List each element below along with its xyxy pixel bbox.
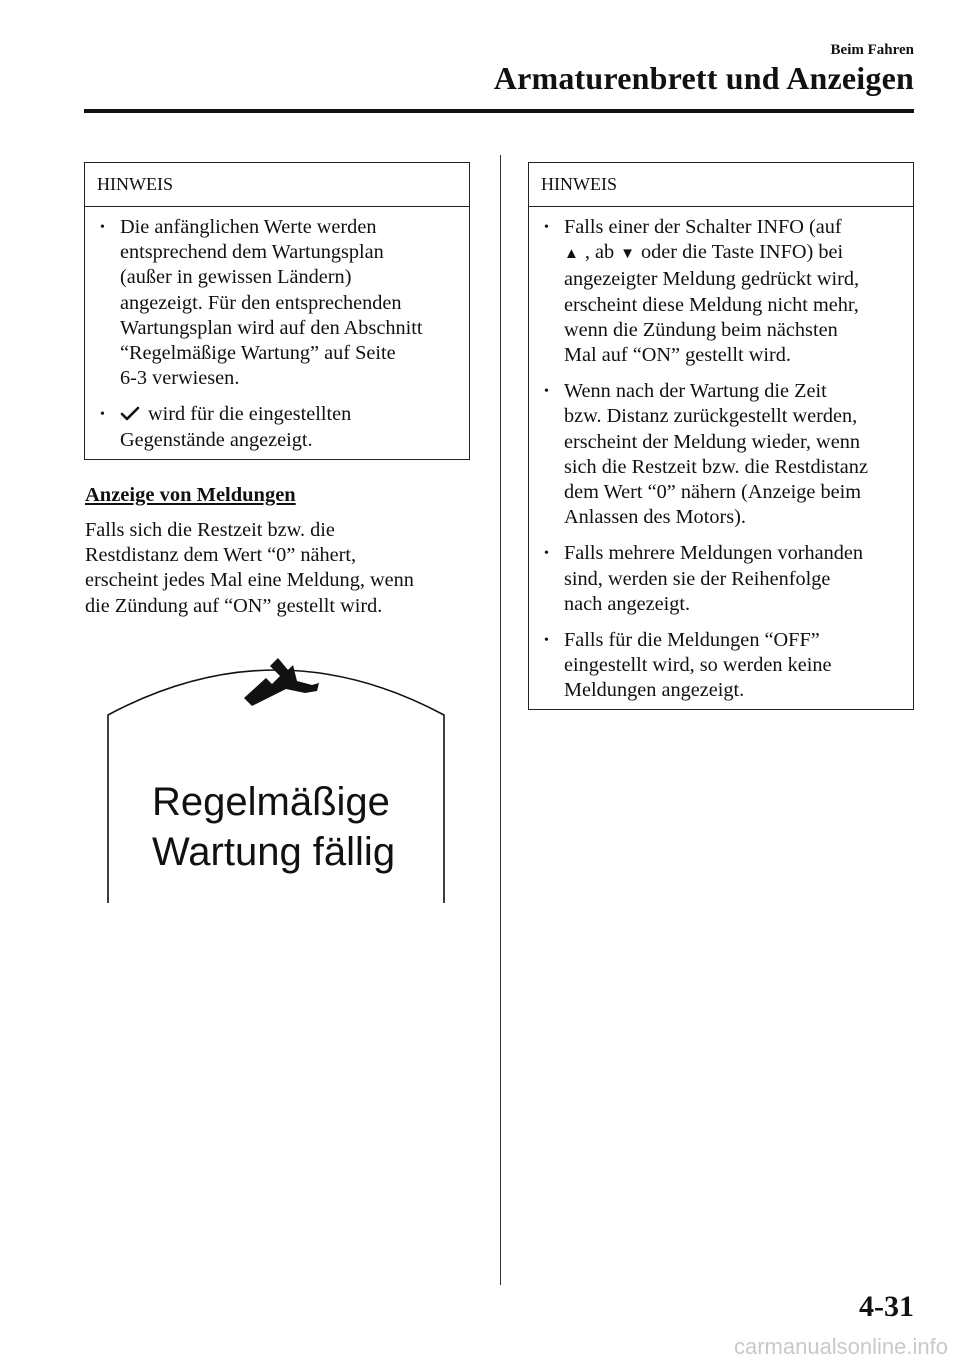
bullet-icon: • (544, 633, 549, 649)
bullet-icon: • (100, 407, 105, 423)
column-divider (500, 155, 501, 1285)
right-note-item: • Falls mehrere Meldungen vorhanden sind, werden sie der Reihenfolge nach angezeigt. (544, 542, 864, 615)
message-section-body: Falls sich die Restzeit bzw. die Restdistanz dem Wert “0” nähert, erscheint jedes Mal eine Meldung, wenn die Zündung auf “ON” gestellt wird. (85, 519, 414, 617)
message-section-heading: Anzeige von Meldungen (85, 484, 296, 506)
right-note-item: • Wenn nach der Wartung die Zeit bzw. Distanz zurückgestellt werden, erscheint der Meldung wieder, wenn sich die Restzeit bzw. die Restdistanz dem Wert “0” nähern (Anzeige beim Anlassen des Motors). (544, 380, 868, 529)
bullet-icon: • (100, 220, 105, 235)
watermark-link[interactable]: carmanualsonline.info (733, 1334, 948, 1359)
page-title: Armaturenbrett und Anzeigen (493, 60, 914, 96)
section-label: Beim Fahren (830, 42, 914, 58)
left-note-item: • wird für die eingestellten Gegenstände angezeigt. (100, 403, 352, 451)
down-arrow-icon: ▼ (620, 246, 636, 263)
display-line-2: Wartung fällig (152, 830, 396, 874)
bullet-icon: • (544, 546, 549, 562)
page-number: 4-31 (859, 1290, 914, 1323)
right-note-heading: HINWEIS (529, 163, 913, 207)
left-note-heading: HINWEIS (85, 163, 469, 207)
header-rule (84, 109, 914, 113)
right-note-box (528, 162, 914, 710)
wrench-icon (244, 658, 319, 706)
display-line-1: Regelmäßige (152, 780, 390, 824)
check-icon (120, 405, 140, 421)
bullet-icon: • (544, 384, 549, 400)
left-note-item: • Die anfänglichen Werte werden entsprechend dem Wartungsplan (außer in gewissen Ländern) angezeigt. Für den entsprechenden Wartungsplan wird auf den Abschnitt “Regelmäßige Wartung” auf Seite 6-3 verwiesen. (100, 216, 423, 390)
up-arrow-icon: ▲ (564, 246, 579, 263)
right-note-list (529, 207, 913, 721)
left-note-list (85, 207, 469, 470)
right-note-item: • Falls für die Meldungen “OFF” eingestellt wird, so werden keine Meldungen angezeigt. (544, 629, 832, 702)
maintenance-display-figure (106, 645, 446, 907)
bullet-icon: • (544, 220, 549, 235)
left-note-box (84, 162, 470, 460)
right-note-item: • Falls einer der Schalter INFO (auf ▲ , ab ▼ oder die Taste INFO) bei angezeigter Meldung gedrückt wird, erscheint diese Meldung nicht mehr, wenn die Zündung beim nächsten Mal auf “ON” gestellt wird. (544, 216, 860, 367)
